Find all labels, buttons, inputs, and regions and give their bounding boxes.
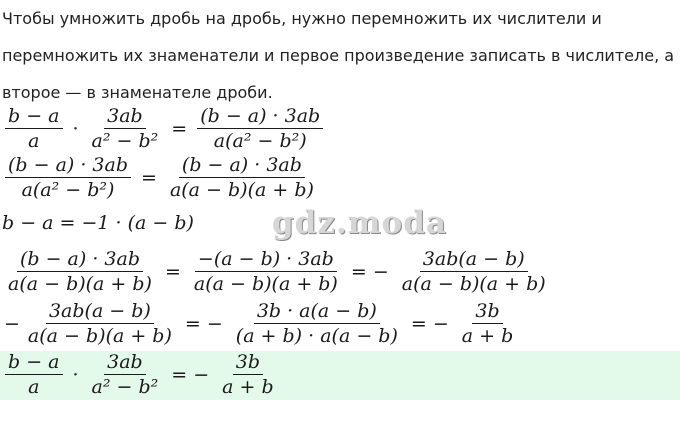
- equation-row-4: [2, 249, 552, 294]
- equals-minus-sign: = −: [171, 363, 210, 386]
- denominator: a(a − b)(a + b): [169, 179, 314, 201]
- denominator: a² − b²: [91, 376, 159, 398]
- fraction: [89, 352, 162, 397]
- fraction: [233, 301, 401, 346]
- equation-row-5: [2, 301, 519, 346]
- multiply-sign: ·: [72, 363, 79, 386]
- numerator: 3b: [233, 352, 263, 375]
- equation-row-2: [2, 155, 320, 200]
- denominator: a: [28, 376, 40, 398]
- explanation-text: Чтобы умножить дробь на дробь, нужно перемножить их числители и перемножить их знаменатели и первое произведение записать в числителе, а второе — в знаменателе дроби.: [2, 9, 675, 102]
- denominator: a + b: [222, 376, 274, 398]
- numerator: (b − a) · 3ab: [197, 106, 323, 129]
- minus-sign: −: [4, 312, 20, 335]
- equation-row-3: [2, 212, 194, 234]
- denominator: (a + b) · a(a − b): [235, 325, 398, 347]
- denominator: a(a − b)(a + b): [401, 273, 546, 295]
- denominator: a: [28, 130, 40, 152]
- numerator: (b − a) · 3ab: [5, 155, 131, 178]
- equals-sign: =: [171, 117, 188, 140]
- denominator: a(a − b)(a + b): [27, 325, 172, 347]
- fraction: [5, 106, 63, 151]
- fraction: [89, 106, 162, 151]
- equation-row-answer: [2, 352, 280, 397]
- denominator: a² − b²: [91, 130, 159, 152]
- fraction: [5, 352, 63, 397]
- denominator: a(a² − b²): [21, 179, 115, 201]
- fraction: [167, 155, 317, 200]
- fraction: [459, 301, 517, 346]
- numerator: −(a − b) · 3ab: [195, 249, 337, 272]
- numerator: (b − a) · 3ab: [17, 249, 143, 272]
- numerator: (b − a) · 3ab: [179, 155, 305, 178]
- identity-text: b − a = −1 · (a − b): [2, 212, 194, 234]
- numerator: 3b: [472, 301, 502, 324]
- watermark: gdz.moda: [272, 205, 447, 241]
- equals-minus-sign: = −: [410, 312, 449, 335]
- equals-minus-sign: = −: [350, 260, 389, 283]
- numerator: b − a: [5, 352, 63, 375]
- multiply-sign: ·: [72, 117, 79, 140]
- fraction: [191, 249, 341, 294]
- equation-row-1: [2, 106, 326, 151]
- numerator: b − a: [5, 106, 63, 129]
- numerator: 3b · a(a − b): [254, 301, 380, 324]
- equals-sign: =: [141, 166, 157, 189]
- fraction: [219, 352, 277, 397]
- denominator: a(a² − b²): [213, 130, 307, 152]
- numerator: 3ab(a − b): [46, 301, 154, 324]
- denominator: a(a − b)(a + b): [8, 273, 152, 295]
- fraction: [5, 155, 131, 200]
- denominator: a + b: [461, 325, 514, 347]
- numerator: 3ab(a − b): [420, 249, 528, 272]
- fraction: [399, 249, 549, 294]
- numerator: 3ab: [104, 106, 146, 129]
- numerator: 3ab: [104, 352, 146, 375]
- equals-sign: =: [164, 260, 181, 283]
- equals-minus-sign: = −: [184, 312, 223, 335]
- fraction: [25, 301, 175, 346]
- fraction: [197, 106, 323, 151]
- denominator: a(a − b)(a + b): [193, 273, 338, 295]
- fraction: [5, 249, 155, 294]
